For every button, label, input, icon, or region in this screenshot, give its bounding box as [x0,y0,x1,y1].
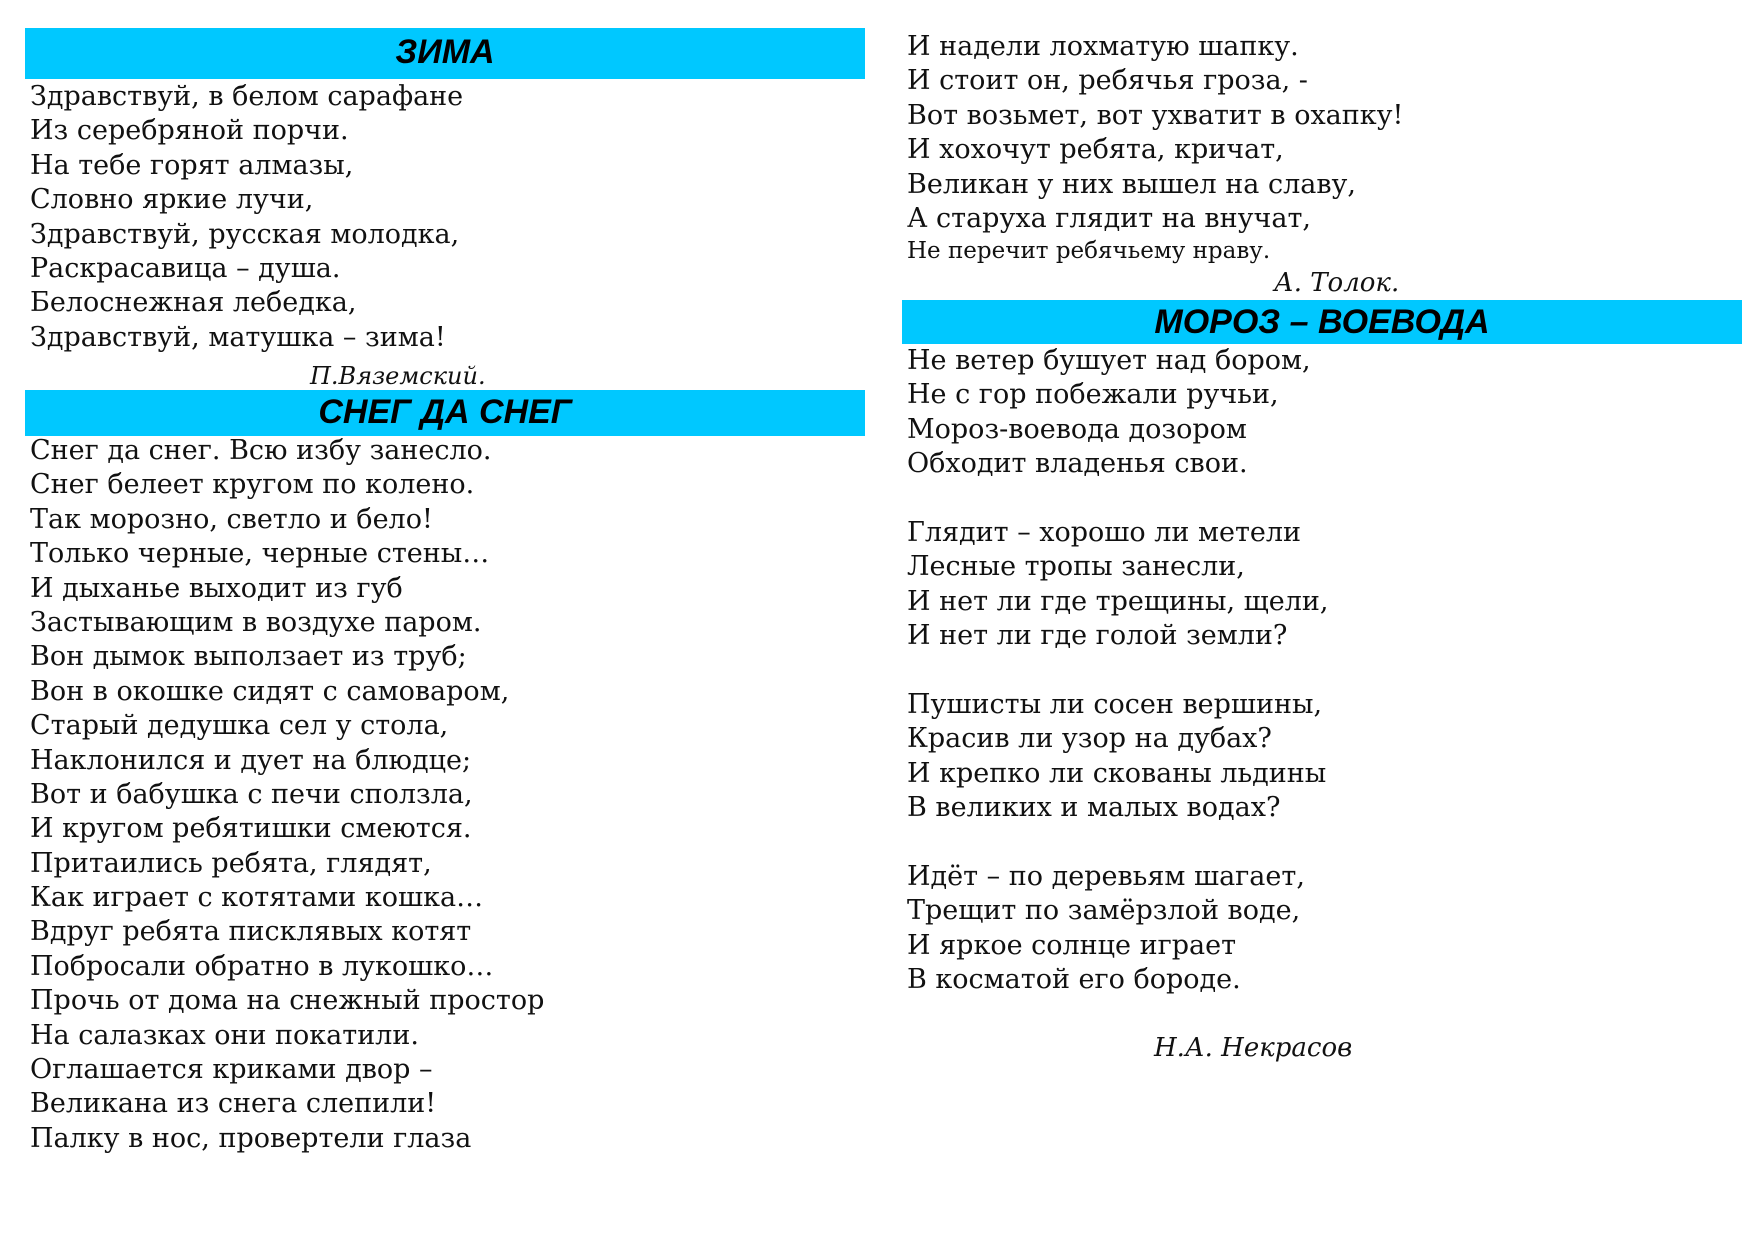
poem-line: Притаились ребята, глядят, [30,847,432,879]
poem-sneg-continuation [907,30,1403,266]
poem-line: Вон дымок выползает из труб; [30,641,467,673]
poem-line: Раскрасавица – душа. [30,252,341,284]
poem-zima-lines [30,80,463,355]
poem-line: Старый дедушка сел у стола, [30,710,449,742]
poem-line: Как играет с котятами кошка… [30,882,484,914]
poem-line: Наклонился и дует на блюдце; [30,744,472,776]
stanza-gap [907,654,1328,688]
poem-line: Великан у них вышел на славу, [907,168,1357,200]
poem-line: Вон в окошке сидят с самоваром, [30,675,510,707]
poem-title-zima-text: ЗИМА [395,33,495,71]
poem-moroz-lines [907,344,1328,997]
poem-line: Застывающим в воздухе паром. [30,606,482,638]
poem-line: Здравствуй, в белом сарафане [30,81,464,112]
poem-line: И стоит он, ребячья гроза, - [907,65,1308,97]
poem-line: Побросали обратно в лукошко… [30,950,494,982]
poem-line: Снег белеет кругом по колено. [30,469,475,501]
poem-author-sneg: А. Толок. [1274,268,1400,298]
poem-author-zima: П.Вяземский. [310,362,486,390]
poem-line: На тебе горят алмазы, [30,149,354,181]
poem-line: Палку в нос, провертели глаза [30,1122,472,1154]
poem-line: Здравствуй, матушка – зима! [30,321,446,353]
poem-title-zima [25,28,865,79]
stanza-gap [907,825,1328,859]
poem-author-moroz: Н.А. Некрасов [1154,1033,1353,1063]
poem-line: А старуха глядит на внучат, [907,202,1311,234]
poem-line: И кругом ребятишки смеются. [30,813,472,845]
poem-line: Не ветер бушует над бором, [907,345,1311,376]
poem-line: И яркое солнце играет [907,929,1237,961]
poem-line: И надели лохматую шапку. [907,31,1299,62]
poem-line: В великих и малых водах? [907,792,1281,824]
poem-line: И хохочут ребята, кричат, [907,134,1284,166]
poem-line: И крепко ли скованы льдины [907,757,1327,789]
poem-line: Лесные тропы занесли, [907,551,1245,583]
poem-line: Мороз-воевода дозором [907,413,1247,445]
poem-line: Великана из снега слепили! [30,1088,437,1120]
poem-line: Вот возьмет, вот ухватит в охапку! [907,99,1404,131]
stanza-gap [907,482,1328,516]
poem-title-sneg [25,390,865,436]
poem-line: Красив ли узор на дубах? [907,723,1272,755]
poem-line: И нет ли где трещины, щели, [907,585,1329,617]
poem-line: Белоснежная лебедка, [30,287,357,319]
poem-line: Идёт – по деревьям шагает, [907,860,1305,892]
poem-line: Вот и бабушка с печи сползла, [30,778,473,810]
poem-line: На салазках они покатили. [30,1019,419,1051]
poem-line: Здравствуй, русская молодка, [30,218,460,250]
poem-line: Трещит по замёрзлой воде, [907,895,1301,927]
poem-line: Не с гор побежали ручьи, [907,379,1279,411]
poem-title-moroz [902,300,1742,344]
poem-line: И дыханье выходит из губ [30,572,403,604]
poem-line: Вдруг ребята писклявых котят [30,916,472,948]
poem-line: Пушисты ли сосен вершины, [907,688,1323,720]
poem-title-moroz-text: МОРОЗ – ВОЕВОДА [1154,303,1490,341]
poem-line: И нет ли где голой земли? [907,620,1288,652]
poem-line: Обходит владенья свои. [907,448,1248,480]
poem-line: Глядит – хорошо ли метели [907,516,1302,548]
poem-line: Из серебряной порчи. [30,115,349,147]
poem-line: Только черные, черные стены… [30,538,490,570]
poem-line: Снег да снег. Всю избу занесло. [30,435,492,466]
poem-line: Словно яркие лучи, [30,184,314,216]
poem-line: Оглашается криками двор – [30,1054,433,1086]
poem-title-sneg-text: СНЕГ ДА СНЕГ [318,393,572,431]
poem-line: Прочь от дома на снежный простор [30,985,545,1017]
poem-line: В косматой его бороде. [907,964,1241,996]
poem-line: Так морозно, светло и бело! [30,503,433,535]
poem-sneg-lines [30,434,544,1156]
poem-line: Не перечит ребячьему нраву. [907,238,1271,265]
